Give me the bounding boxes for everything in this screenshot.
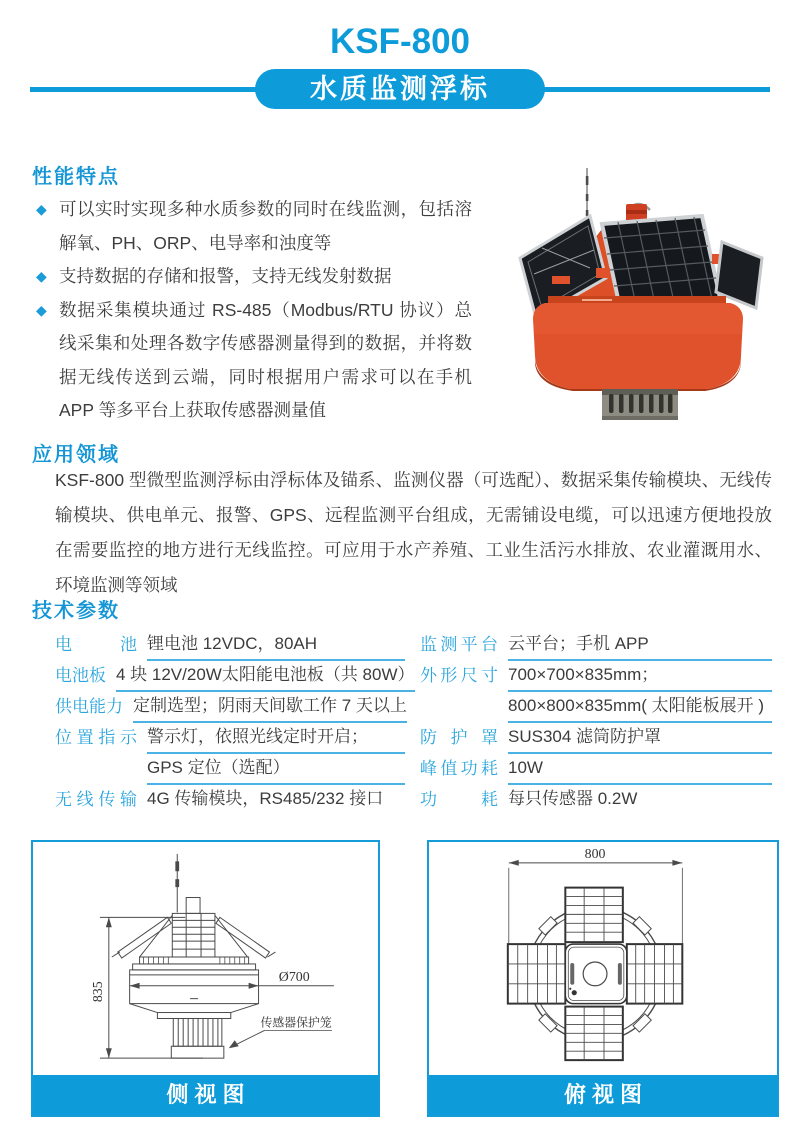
spec-label: 无线传输	[55, 790, 137, 809]
bullet-diamond-icon: ◆	[36, 268, 47, 284]
top-view-drawing	[429, 842, 777, 1075]
spec-value: SUS304 滤筒防护罩	[508, 723, 772, 754]
dimension-width-label: 800	[584, 846, 606, 862]
table-row	[55, 630, 405, 661]
list-item	[36, 193, 472, 260]
cage-callout-label: 传感器保护笼	[260, 1015, 332, 1030]
spec-label	[55, 754, 137, 785]
table-row	[420, 785, 772, 816]
spec-value: 10W	[508, 754, 772, 785]
side-view-panel	[31, 840, 380, 1117]
spec-label: 防护罩	[420, 728, 498, 747]
list-item	[36, 260, 472, 294]
spec-label: 外形尺寸	[420, 666, 498, 685]
table-row	[55, 723, 405, 754]
spec-value: 定制选型；阴雨天间歇工作 7 天以上	[133, 692, 407, 723]
features-heading: 性能特点	[32, 166, 120, 188]
spec-label	[420, 692, 498, 723]
spec-value: 每只传感器 0.2W	[508, 789, 638, 808]
table-row	[55, 692, 405, 723]
table-row	[420, 754, 772, 785]
spec-label: 位置指示	[55, 728, 137, 747]
table-row	[55, 754, 405, 785]
features-list	[36, 193, 472, 428]
table-row	[55, 785, 405, 816]
feature-text: 支持数据的存储和报警，支持无线发射数据	[59, 266, 392, 286]
dimension-diameter-label: Ø700	[278, 969, 310, 985]
bullet-diamond-icon: ◆	[36, 201, 47, 217]
spec-value: 云平台；手机 APP	[508, 630, 772, 661]
specs-heading: 技术参数	[32, 600, 120, 622]
product-photo	[490, 158, 792, 424]
table-row	[420, 661, 772, 692]
feature-text: 可以实时实现多种水质参数的同时在线监测，包括溶解氧、PH、ORP、电导率和浊度等	[59, 199, 472, 253]
spec-value: 800×800×835mm( 太阳能板展开 )	[508, 692, 772, 723]
dimension-height-label: 835	[90, 981, 106, 1003]
table-row	[55, 661, 415, 692]
application-paragraph: KSF-800 型微型监测浮标由浮标体及锚系、监测仪器（可选配）、数据采集传输模块、无线传输模块、供电单元、报警、GPS、远程监测平台组成，无需铺设电缆，可以迅速方便地投放在需要监控的地方进行无线监控。可应用于水产养殖、工业生活污水排放、农业灌溉用水、环境监测等领域	[55, 470, 772, 595]
side-view-drawing	[33, 842, 378, 1075]
spec-label: 电池	[55, 635, 137, 654]
side-view-caption: 侧视图	[33, 1075, 378, 1115]
spec-label: 监测平台	[420, 635, 498, 654]
spec-value: 4 块 12V/20W太阳能电池板（共 80W）	[116, 661, 415, 692]
table-row	[420, 692, 772, 723]
specs-table-right	[420, 630, 772, 816]
page-title: KSF-800	[329, 22, 471, 61]
spec-label: 峰值功耗	[420, 759, 498, 778]
list-item	[36, 294, 472, 428]
spec-value: 700×700×835mm；	[508, 661, 772, 692]
specs-table-left	[55, 630, 415, 816]
top-view-panel	[427, 840, 779, 1117]
table-row	[420, 630, 772, 661]
bullet-diamond-icon: ◆	[36, 301, 47, 318]
feature-text: 数据采集模块通过 RS-485（Modbus/RTU 协议）总线采集和处理各数字传感器测量得到的数据，并将数据无线传送到云端，同时根据用户需求可以在手机 APP 等多平台上获取传感器测量值	[59, 299, 472, 420]
spec-value: 4G 传输模块，RS485/232 接口	[147, 789, 384, 808]
spec-value: 警示灯，依照光线定时开启；	[147, 723, 405, 754]
application-heading: 应用领域	[32, 444, 120, 466]
banner-pill: 水质监测浮标	[255, 69, 545, 109]
table-row	[420, 723, 772, 754]
spec-label: 供电能力	[55, 697, 123, 716]
spec-value: GPS 定位（选配）	[147, 754, 405, 785]
top-view-caption: 俯视图	[429, 1075, 777, 1115]
spec-value: 锂电池 12VDC，80AH	[147, 630, 405, 661]
spec-label: 电池板	[55, 666, 106, 685]
spec-label: 功耗	[420, 790, 498, 809]
